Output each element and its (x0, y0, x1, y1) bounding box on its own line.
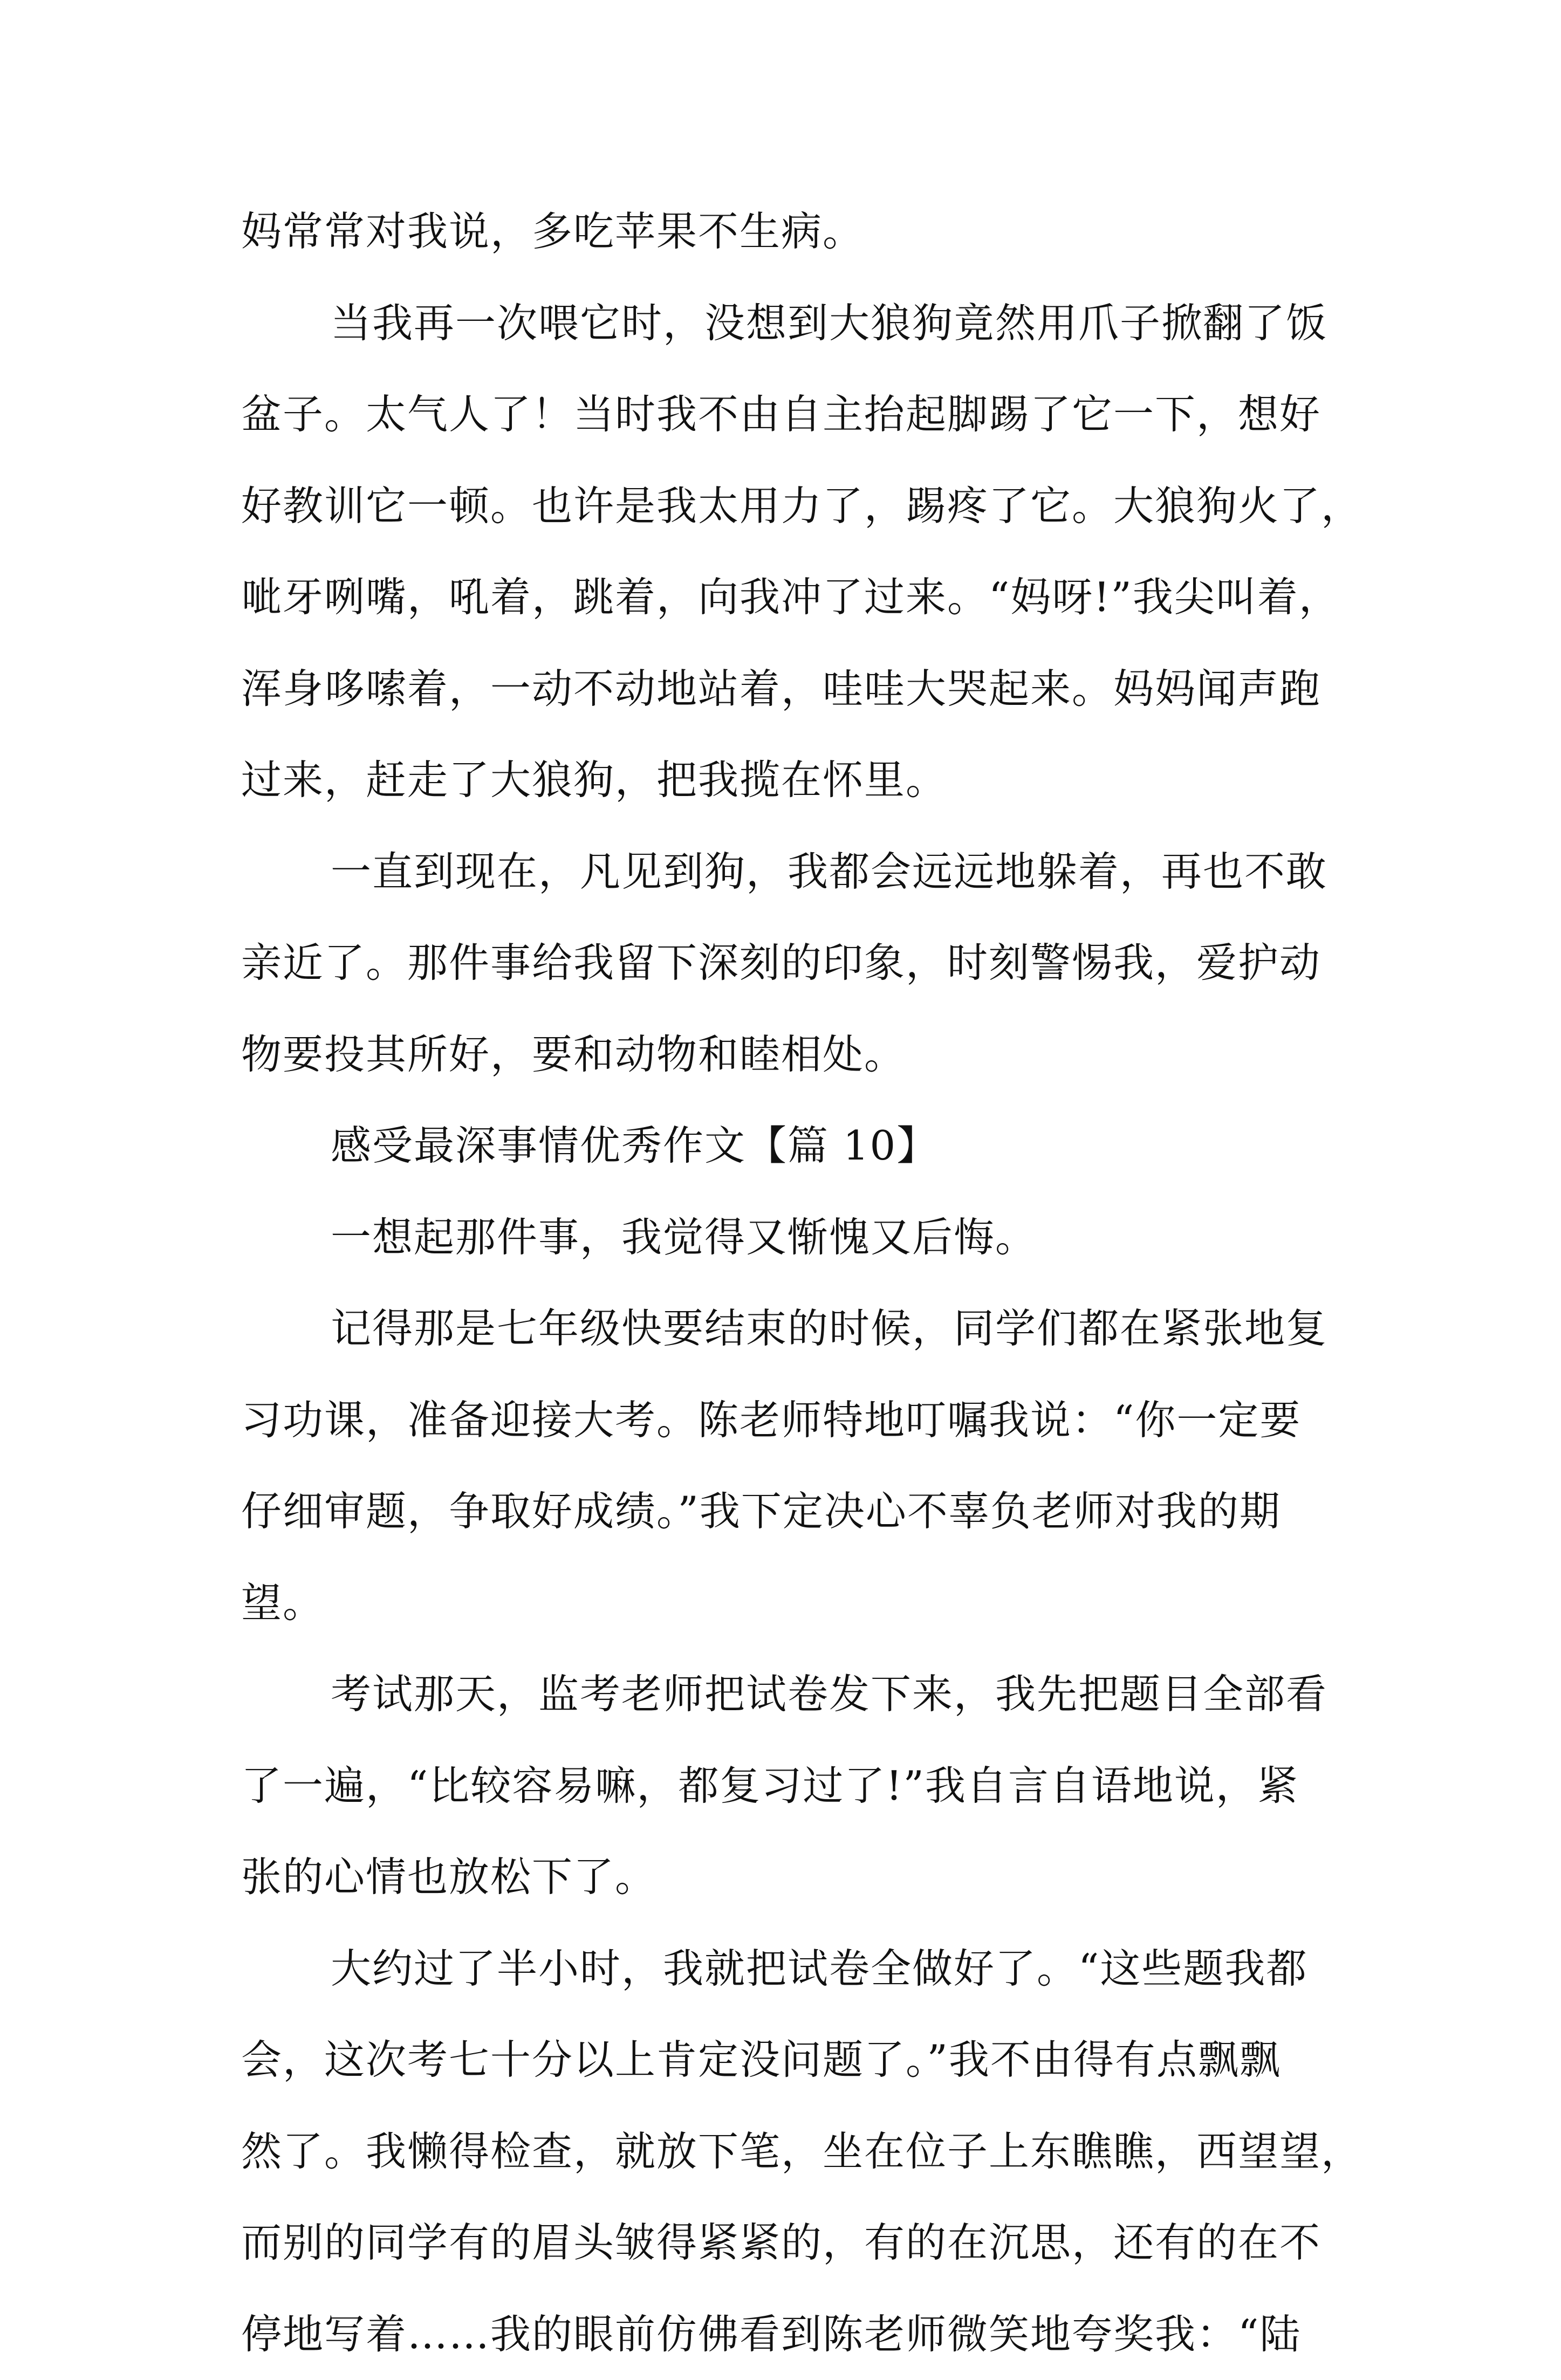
text-line: 望。 (241, 1558, 1325, 1649)
text-line: 一想起那件事，我觉得又惭愧又后悔。 (241, 1192, 1325, 1284)
text-line: 仔细审题，争取好成绩。”我下定决心不辜负老师对我的期 (241, 1466, 1325, 1558)
text-line: 记得那是七年级快要结束的时候，同学们都在紧张地复 (241, 1283, 1325, 1375)
text-line: 亲近了。那件事给我留下深刻的印象，时刻警惕我，爱护动 (241, 917, 1325, 1009)
text-line: 然了。我懒得检查，就放下笔，坐在位子上东瞧瞧，西望望， (241, 2106, 1325, 2198)
text-line: 考试那天，监考老师把试卷发下来，我先把题目全部看 (241, 1649, 1325, 1740)
text-line: 张的心情也放松下了。 (241, 1832, 1325, 1923)
text-line: 呲牙咧嘴，吼着，跳着，向我冲了过来。“妈呀!”我尖叫着， (241, 552, 1325, 643)
text-line: 一直到现在，凡见到狗，我都会远远地躲着，再也不敢 (241, 826, 1325, 918)
text-line: 盆子。太气人了！当时我不由自主抬起脚踢了它一下，想好 (241, 369, 1325, 461)
text-line: 停地写着……我的眼前仿佛看到陈老师微笑地夸奖我：“陆 (241, 2289, 1325, 2380)
text-line: 大约过了半小时，我就把试卷全做好了。“这些题我都 (241, 1923, 1325, 2015)
essay-body (241, 186, 1325, 2380)
text-line: 了一遍，“比较容易嘛，都复习过了!”我自言自语地说，紧 (241, 1740, 1325, 1832)
text-line: 过来，赶走了大狼狗，把我揽在怀里。 (241, 735, 1325, 826)
text-line: 而别的同学有的眉头皱得紧紧的，有的在沉思，还有的在不 (241, 2197, 1325, 2289)
text-line: 习功课，准备迎接大考。陈老师特地叮嘱我说：“你一定要 (241, 1375, 1325, 1466)
section-heading: 感受最深事情优秀作文【篇 10】 (241, 1100, 1325, 1192)
text-line: 妈常常对我说，多吃苹果不生病。 (241, 186, 1325, 278)
text-line: 好教训它一顿。也许是我太用力了，踢疼了它。大狼狗火了， (241, 461, 1325, 552)
text-line: 浑身哆嗦着，一动不动地站着，哇哇大哭起来。妈妈闻声跑 (241, 643, 1325, 735)
text-line: 会，这次考七十分以上肯定没问题了。”我不由得有点飘飘 (241, 2014, 1325, 2106)
text-line: 当我再一次喂它时，没想到大狼狗竟然用爪子掀翻了饭 (241, 278, 1325, 369)
text-line: 物要投其所好，要和动物和睦相处。 (241, 1009, 1325, 1101)
